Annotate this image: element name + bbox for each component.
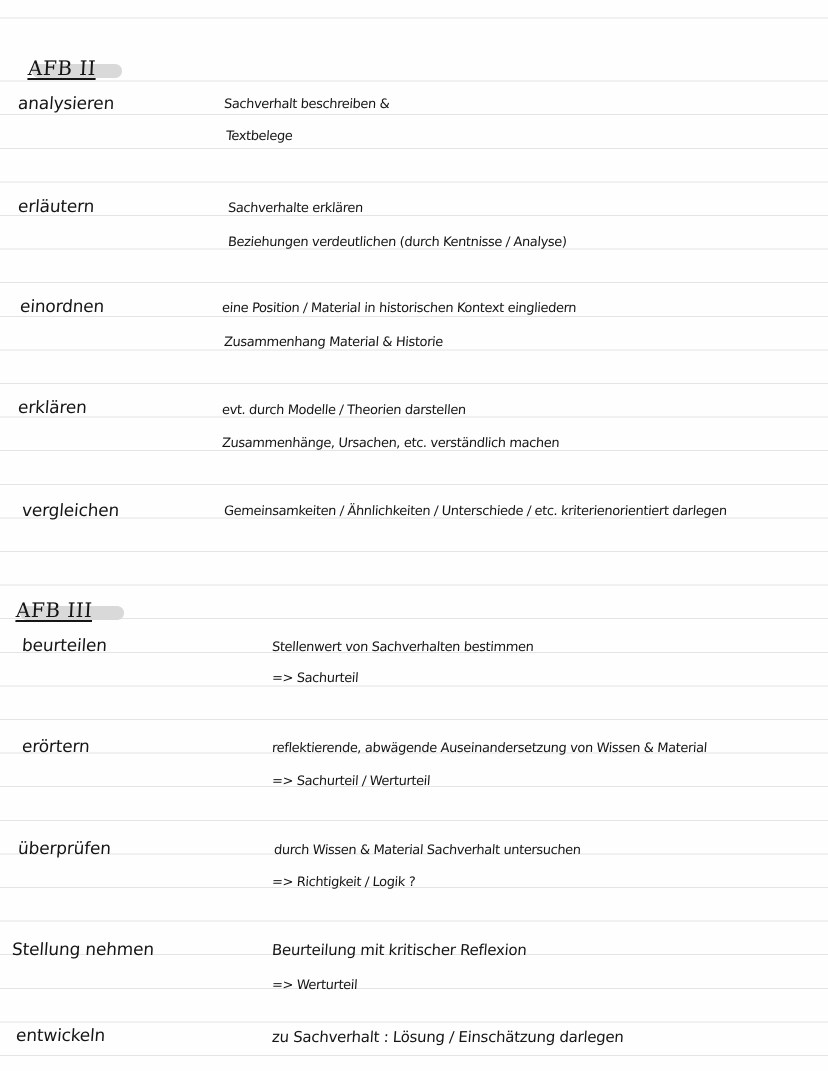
definition-line: Sachverhalte erklären (227, 201, 364, 216)
definition-line: => Richtigkeit / Logik ? (271, 875, 416, 890)
definition-line: Zusammenhänge, Ursachen, etc. verständlich machen (221, 436, 560, 451)
definition-line: => Sachurteil (271, 671, 359, 686)
term-beurteilen: beurteilen (21, 636, 108, 656)
definition-line: => Sachurteil / Werturteil (271, 774, 431, 789)
definition-line: Beziehungen verdeutlichen (durch Kentnisse / Analyse) (227, 235, 568, 250)
term-eroertern: erörtern (21, 737, 91, 757)
section-heading-afb-3 (16, 600, 93, 622)
section-heading-afb-2 (28, 58, 96, 80)
term-stellung-nehmen: Stellung nehmen (11, 940, 155, 960)
term-entwickeln: entwickeln (15, 1026, 106, 1046)
definition-line: => Werturteil (271, 978, 358, 993)
heading-text: AFB II (27, 56, 97, 80)
term-erklaeren: erklären (17, 398, 88, 418)
term-analysieren: analysieren (17, 94, 115, 114)
definition-line: durch Wissen & Material Sachverhalt untersuchen (273, 843, 582, 858)
definition-line: Stellenwert von Sachverhalten bestimmen (271, 640, 534, 655)
term-vergleichen: vergleichen (21, 501, 120, 521)
definition-line: eine Position / Material in historischen Kontext eingliedern (221, 301, 577, 316)
definition-line: evt. durch Modelle / Theorien darstellen (221, 403, 467, 418)
definition-line: Zusammenhang Material & Historie (223, 335, 444, 350)
definition-line: Gemeinsamkeiten / Ähnlichkeiten / Unterschiede / etc. kriterienorientiert darlegen (223, 504, 728, 519)
term-einordnen: einordnen (19, 297, 105, 317)
term-erlaeutern: erläutern (17, 197, 95, 217)
definition-line: Textbelege (225, 129, 293, 144)
heading-text: AFB III (15, 598, 94, 622)
definition-line: Sachverhalt beschreiben & (223, 97, 390, 112)
definition-line: Beurteilung mit kritischer Reflexion (271, 941, 528, 959)
definition-line: zu Sachverhalt : Lösung / Einschätzung darlegen (271, 1028, 625, 1046)
definition-line: reflektierende, abwägende Auseinandersetzung von Wissen & Material (271, 741, 708, 756)
term-ueberpruefen: überprüfen (17, 839, 112, 859)
